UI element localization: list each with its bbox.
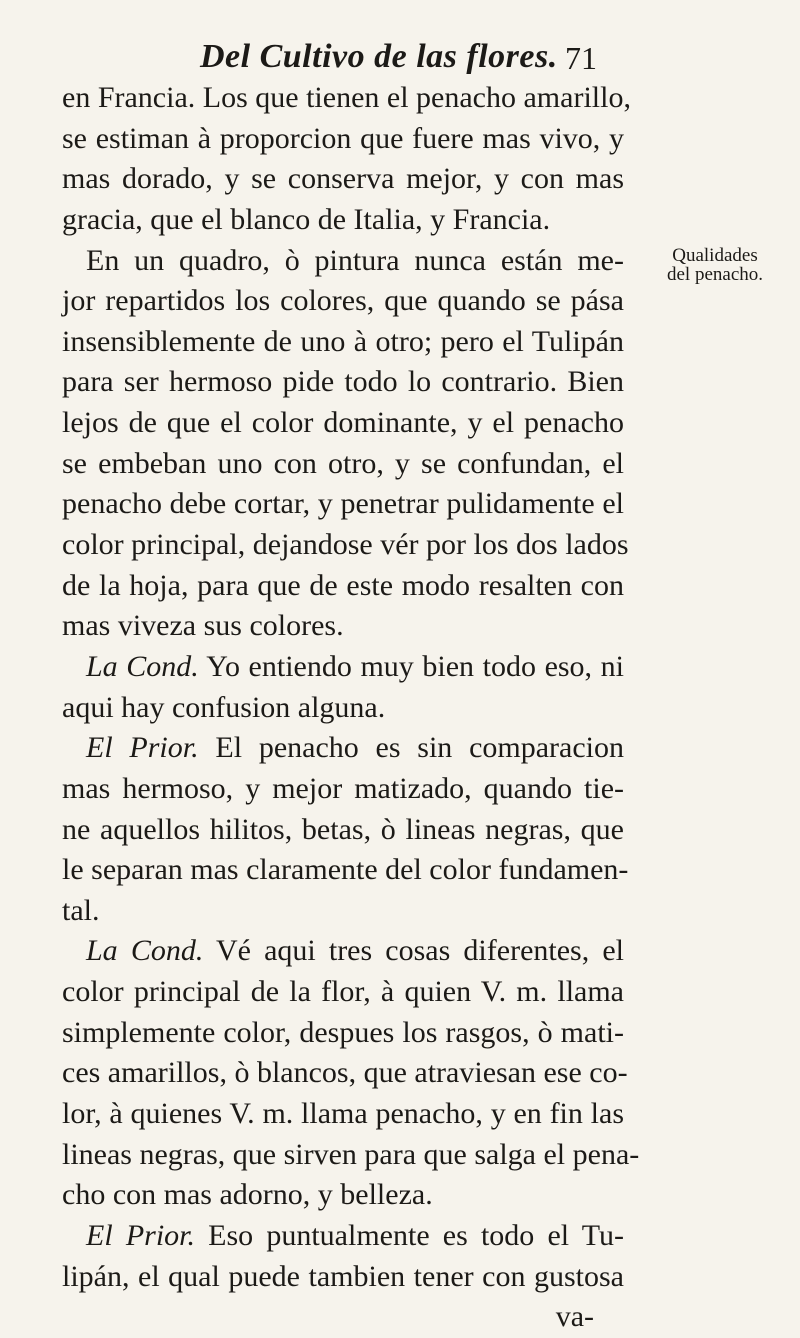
- text-line: [62, 1135, 640, 1176]
- text-line: [62, 606, 624, 647]
- line-text: se embeban uno con otro, y se confundan, el: [62, 446, 624, 480]
- text-line: [62, 688, 624, 729]
- text-line: [62, 403, 624, 444]
- text-line: [62, 444, 624, 485]
- margin-note-line: Qualidades: [672, 245, 758, 266]
- text-line: [62, 200, 624, 241]
- text-line: [62, 647, 624, 688]
- line-text: ces amarillos, ò blancos, que atraviesan ese co-: [62, 1056, 628, 1090]
- text-line: [62, 769, 624, 810]
- text-line: [62, 281, 624, 322]
- text-line: [62, 810, 624, 851]
- line-text: gracia, que el blanco de Italia, y Francia.: [62, 202, 551, 236]
- line-text: color principal de la flor, à quien V. m. llama: [62, 975, 624, 1009]
- catchword: va-: [555, 1300, 594, 1334]
- line-text: lor, à quienes V. m. llama penacho, y en fin las: [62, 1097, 624, 1131]
- text-line: [62, 728, 624, 769]
- text-line: [62, 484, 624, 525]
- text-line: [62, 362, 624, 403]
- line-text: aqui hay confusion alguna.: [62, 690, 386, 724]
- line-text: cho con mas adorno, y belleza.: [62, 1178, 433, 1212]
- text-line: [62, 241, 624, 282]
- margin-note-line: del penacho.: [666, 264, 763, 285]
- line-text: Vé aqui tres cosas diferentes, el: [203, 934, 624, 968]
- text-line: [62, 931, 624, 972]
- text-line: [62, 78, 631, 119]
- line-text: simplemente color, despues los rasgos, ò mati-: [62, 1015, 624, 1049]
- line-text: lipán, el qual puede tambien tener con gustosa: [62, 1259, 624, 1293]
- line-text: lejos de que el color dominante, y el penacho: [62, 406, 624, 440]
- text-line: [62, 1013, 624, 1054]
- line-text: El penacho es sin comparacion: [198, 731, 624, 765]
- line-text: Eso puntualmente es todo el Tu-: [195, 1218, 624, 1252]
- line-text: tal.: [62, 893, 100, 927]
- body-text: [62, 78, 640, 1338]
- text-line: [62, 1257, 624, 1298]
- line-text: de la hoja, para que de este modo resalten con: [62, 568, 624, 602]
- text-line: [62, 525, 629, 566]
- speaker-name: La Cond.: [86, 934, 204, 968]
- line-text: mas dorado, y se conserva mejor, y con mas: [62, 162, 624, 196]
- page-header: [0, 38, 800, 78]
- text-line: [62, 159, 624, 200]
- line-text: jor repartidos los colores, que quando se pása: [62, 284, 624, 318]
- text-line: [62, 322, 624, 363]
- speaker-name: El Prior.: [86, 731, 199, 765]
- line-text: mas viveza sus colores.: [62, 609, 344, 643]
- text-line: [62, 1053, 628, 1094]
- line-text: lineas negras, que sirven para que salga el pena-: [62, 1137, 640, 1171]
- line-text: se estiman à proporcion que fuere mas vivo, y: [62, 121, 624, 155]
- line-text: le separan mas claramente del color fundamen-: [62, 853, 629, 887]
- line-text: para ser hermoso pide todo lo contrario. Bien: [62, 365, 624, 399]
- text-line: [62, 850, 629, 891]
- line-text: color principal, dejandose vér por los dos lados: [62, 528, 629, 562]
- text-line: [62, 1216, 624, 1257]
- line-text: ne aquellos hilitos, betas, ò lineas negras, que: [62, 812, 624, 846]
- page-number: 71: [565, 40, 597, 76]
- line-text: En un quadro, ò pintura nunca están me-: [86, 243, 624, 277]
- speaker-name: El Prior.: [86, 1218, 196, 1252]
- line-text: penacho debe cortar, y penetrar pulidamente el: [62, 487, 624, 521]
- text-line: [62, 566, 624, 607]
- margin-note: [634, 246, 796, 284]
- running-title: Del Cultivo de las flores.: [200, 38, 558, 75]
- line-text: Yo entiendo muy bien todo eso, ni: [198, 649, 624, 683]
- line-text: insensiblemente de uno à otro; pero el Tulipán: [62, 324, 624, 358]
- text-line: [62, 972, 624, 1013]
- speaker-name: La Cond.: [86, 649, 199, 683]
- text-line: [62, 1175, 624, 1216]
- text-line: [62, 119, 624, 160]
- text-line: [62, 1094, 624, 1135]
- text-line: [62, 891, 624, 932]
- line-text: mas hermoso, y mejor matizado, quando tie-: [62, 771, 624, 805]
- line-text: en Francia. Los que tienen el penacho amarillo,: [62, 81, 631, 114]
